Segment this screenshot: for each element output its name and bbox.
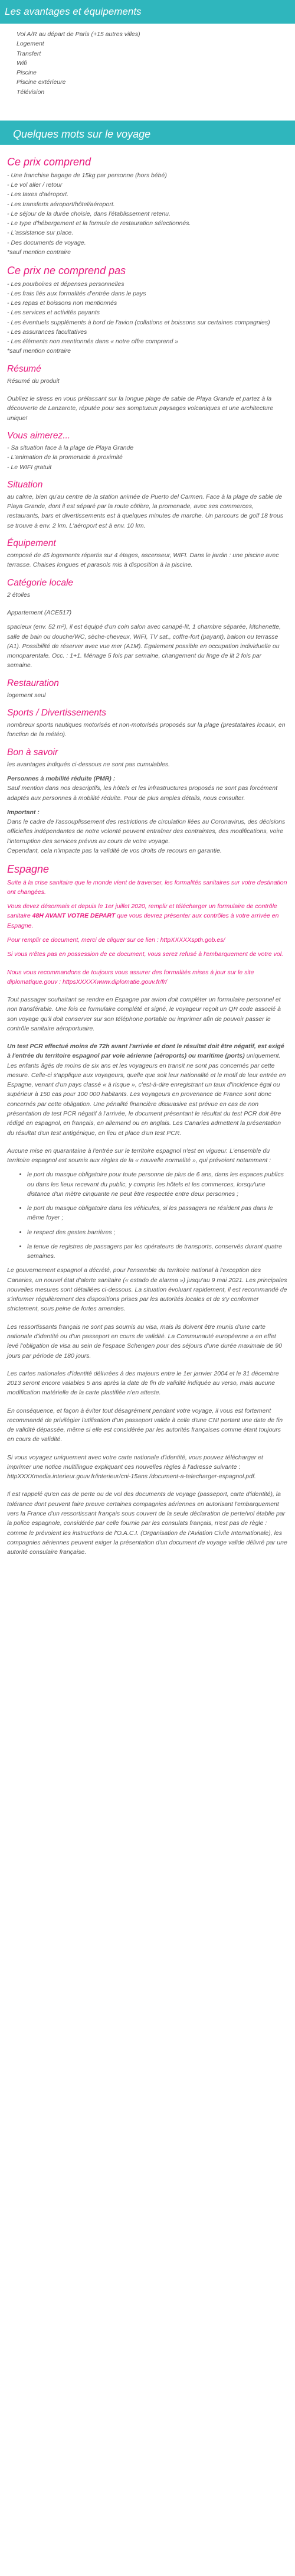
excluded-line: - Les assurances facultatives [7, 328, 87, 336]
important-heading: Important : [7, 808, 40, 816]
summary-title: Résumé [7, 363, 41, 374]
equipment-text: composé de 45 logements répartis sur 4 étages, ascenseur, WIFI. Dans le jardin : une piscine avec terrasse. Chaises longues et parasols mis à disposition à la piscine. [7, 552, 279, 569]
amenity-item: Transfert [17, 50, 41, 57]
included-line: - Les transferts aéroport/hôtel/aéroport. [7, 200, 115, 208]
catering-value: logement seul [7, 691, 46, 699]
about-banner [0, 121, 295, 145]
spain-diplomatie-link[interactable]: Nous vous recommandons de toujours vous assurer des formalités mises à jour sur le site diplomatique.gouv : httpsXXXXXwww.diplomatie.gouv.fr/fr/ [7, 968, 254, 985]
excluded-line: - Les pourboires et dépenses personnelles [7, 280, 124, 288]
spain-form-notice: Vous devez désormais et depuis le 1er juillet 2020, remplir et télécharger un formulaire de contrôle sanitaire 48H AVANT VOTRE DEPART que vous devrez présenter aux contrôles à votre arrivée en Espagne. [7, 903, 279, 929]
excluded-list [7, 279, 288, 356]
spain-title: Espagne [7, 863, 50, 876]
good-to-know-text: les avantages indiqués ci-dessous ne sont pas cumulables. [7, 760, 171, 768]
amenities-list [7, 27, 288, 97]
spain-passenger-form: Tout passager souhaitant se rendre en Espagne par avion doit compléter un formulaire personnel et non transférable. Une fois ce formulaire complété et signé, le voyageur reçoit un QR code associé à son voyage qu'il doit conserver sur son téléphone portable ou imprimer afin de pouvoir passer le contrôle sanitaire aéroportuaire. [7, 996, 281, 1032]
spain-gov-text-6: Il est rappelé qu'en cas de perte ou de vol des documents de voyage (passeport, carte d'identité), la tolérance dont peuvent faire preuve certaines compagnies aériennes en autorisant l'embarquement vers la France d'un ressortissant français sous couvert de la seule déclaration de perte/vol établie par la police espagnole, considérée par celle fournie par les consulats français, n'est pas de règle : comme le prévoient les instructions de l'O.A.C.I. (Organisation de l'Aviation Civile Internationale), les compagnies aériennes peuvent exiger la présentation d'un document de voyage valide délivré par une autorité consulaire française. [7, 1491, 287, 1556]
spain-form-link[interactable]: Pour remplir ce document, merci de cliquer sur ce lien : httpXXXXXspth.gob.es/ [7, 936, 225, 944]
wish-line: - Le WIFI gratuit [7, 463, 52, 471]
category-title: Catégorie locale [7, 577, 74, 588]
reduced-mobility-text: Sauf mention dans nos descriptifs, les hôtels et les infrastructures proposés ne sont pas forcément adaptés aux personnes à mobilité réduite. Pour de plus amples détails, nous consulter. [7, 785, 278, 802]
about-banner-title: Quelques mots sur le voyage [13, 128, 151, 140]
included-line: - Le séjour de la durée choisie, dans l'établissement retenu. [7, 210, 171, 217]
excluded-line: - Les éventuels suppléments à bord de l'avion (collations et boissons sur certaines compagnies) [7, 318, 270, 326]
included-line: - L'assistance sur place. [7, 229, 74, 237]
included-line: - Le vol aller / retour [7, 181, 63, 188]
spain-gov-text-1: Le gouvernement espagnol a décrété, pour l'ensemble du territoire national à l'exception des Canaries, un nouvel état d'alerte sanitaire (« estado de alarma ») jusqu'au 9 mai 2021. Les principales nouvelles mesures sont détaillées ci-dessous. La situation évoluant rapidement, il est recommandé de s'informer régulièrement des dispositions prises par les autorités locales et de s'y conformer strictement, sous peine de fortes amendes. [7, 1267, 287, 1313]
excluded-line: - Les repas et boissons non mentionnés [7, 300, 117, 307]
category-value: 2 étoiles [7, 591, 31, 599]
excluded-line: *sauf mention contraire [7, 347, 71, 355]
included-line: - Des documents de voyage. [7, 239, 86, 246]
situation-text: au calme, bien qu'au centre de la station animée de Puerto del Carmen. Face à la plage de sable de Playa Grande, dont il est séparé par la route côtière, la promenade, avec ses commerces, restaurants, bars et divertissements est à quelques minutes de marche. Un parcours de golf 18 trous se trouve à env. 2 km. L'aéroport est à env. 10 km. [7, 493, 284, 529]
reduced-mobility-heading: Personnes à mobilité réduite (PMR) : [7, 775, 116, 783]
spain-rule-item: • la tenue de registres de passagers par les opérateurs de transports, conservés durant quatre semaines. [27, 1242, 288, 1261]
amenity-item: Logement [17, 40, 44, 48]
apartment-heading: Appartement (ACE517) [7, 609, 72, 617]
included-line: - Les taxes d'aéroport. [7, 191, 69, 199]
important-text-2: Cependant, cela n'impacte pas la validité de vos droits de recours en garantie. [7, 847, 222, 854]
excluded-title: Ce prix ne comprend pas [7, 265, 126, 277]
spain-rules-list [7, 1170, 288, 1261]
important-text: Dans le cadre de l'assouplissement des restrictions de circulation liées au Coronavirus, des décisions officielles indépendantes de notre volonté peuvent entraîner des contraintes, des modifications, voire l'interruption des services prévus au cours de votre voyage. [7, 818, 286, 845]
included-line: - Une franchise bagage de 15kg par personne (hors bébé) [7, 171, 167, 179]
summary-text: Oubliez le stress en vous prélassant sur la longue plage de sable de Playa Grande et partez à la découverte de Lanzarote, réputée pour ses somptueux paysages volcaniques et une architecture unique! [7, 395, 274, 422]
spain-gov-text-2: Les ressortissants français ne sont pas soumis au visa, mais ils doivent être munis d'une carte nationale d'identité ou d'un passeport en cours de validité. La Communauté européenne a en effet levé l'obligation de visa au sein de l'espace Schengen pour des séjours d'une durée maximale de 90 jours par période de 180 jours. [7, 1323, 282, 1359]
spain-gov-text-3: Les cartes nationales d'identité délivrées à des majeurs entre le 1er janvier 2004 et le 31 décembre 2013 seront encore valables 5 ans après la date de fin de validité indiquée au verso, mais aucune modification matérielle de la carte plastifiée n'en atteste. [7, 1370, 279, 1397]
included-line: - Le type d'hébergement et la formule de restauration sélectionnés. [7, 220, 191, 227]
spain-rule-item: • le respect des gestes barrières ; [27, 1228, 288, 1237]
trip-details [0, 145, 295, 1573]
amenities-section [0, 24, 295, 110]
amenity-item: Télévision [17, 88, 45, 96]
sports-text: nombreux sports nautiques motorisés et non-motorisés proposés sur la plage (prestataires locaux, en fonction de la météo). [7, 721, 286, 739]
spain-gov-text-5: Si vous voyagez uniquement avec votre carte nationale d'identité, vous pouvez télécharger et imprimer une notice multilingue expliquant ces nouvelles règles à l'adresse suivante : httpXXXXmedia.interieur.gouv.fr/interieur/cni-15ans /document-a-telecharger-espagnol.pdf. [7, 1453, 263, 1481]
amenity-item: Vol A/R au départ de Paris (+15 autres villes) [17, 31, 140, 38]
included-title: Ce prix comprend [7, 156, 91, 168]
spain-sanitary-notice: Suite à la crise sanitaire que le monde vient de traverser, les formalités sanitaires sur votre destination ont changées. [7, 879, 287, 896]
spain-quarantine-text: Aucune mise en quarantaine à l'entrée sur le territoire espagnol n'est en vigueur. L'ensemble du territoire espagnol est soumis aux règles de la « nouvelle normalité », qui prévoient notamment : [7, 1147, 271, 1165]
wish-line: - Sa situation face à la plage de Playa Grande [7, 444, 134, 451]
excluded-line: - Les services et activités payants [7, 309, 100, 317]
wish-line: - L'animation de la promenade à proximité [7, 454, 123, 461]
amenity-item: Piscine [17, 69, 37, 77]
included-list [7, 171, 288, 257]
amenities-banner: Les avantages et équipements [0, 0, 295, 24]
wish-title: Vous aimerez... [7, 430, 71, 441]
good-to-know-title: Bon à savoir [7, 747, 58, 757]
excluded-line: - Les éléments non mentionnés dans « notre offre comprend » [7, 338, 179, 346]
summary-subtitle: Résumé du produit [7, 377, 60, 385]
wish-list [7, 443, 288, 472]
amenity-item: Piscine extérieure [17, 79, 66, 86]
amenity-item: Wifi [17, 59, 27, 67]
included-line: *sauf mention contraire [7, 248, 71, 256]
equipment-title: Équipement [7, 538, 56, 548]
spain-pcr-text: Un test PCR effectué moins de 72h avant l'arrivée et dont le résultat doit être négatif, est exigé à l'entrée du territoire espagnol par voie aérienne (aéroports) ou maritime (ports) uniquement. Les enfants âgés de moins de six ans et les voyageurs en transit ne sont pas concernés par cette mesure. Celle-ci s'applique aux voyageurs, quelle que soit leur nationalité et le motif de leur entrée en Espagne, venant d'un pays classé « à risque », c'est-à-dire enregistrant un taux d'incidence égal ou supérieur à 150 cas pour 100 000 habitants. Les voyageurs en provenance de France sont donc concernés par cette obligation. Une pénalité financière dissuasive est prévue en cas de non présentation de test PCR négatif à l'arrivée, le document présentant le résultat du test PCR doit être rédigé en espagnol, en français, en allemand ou en anglais. Les Canaries admettent la présentation du résultat d'un test antigénique, en lieu et place d'un test PCR. [7, 1043, 286, 1137]
situation-title: Situation [7, 479, 43, 490]
spain-rule-item: • le port du masque obligatoire dans les véhicules, si les passagers ne résident pas dans le même foyer ; [27, 1204, 288, 1223]
spain-rule-item: • le port du masque obligatoire pour toute personne de plus de 6 ans, dans les espaces publics ou dans les lieux recevant du public, y compris les hôtels et les commerces, lorsqu'une distance d'un mètre cinquante ne peut être respectée entre deux personnes ; [27, 1170, 288, 1199]
spain-gov-text-4: En conséquence, et façon à éviter tout désagrément pendant votre voyage, il vous est fortement recommandé de privilégier l'utilisation d'un passeport valide à celle d'une CNI portant une date de fin de validité dépassée, même si elle est considérée par les autorités françaises comme étant toujours en cours de validité. [7, 1407, 283, 1443]
apartment-text: spacieux (env. 52 m²), il est équipé d'un coin salon avec canapé-lit, 1 chambre séparée, kitchenette, salle de bain ou douche/WC, sèche-cheveux, WIFI, TV sat., coffre-fort (payant), balcon ou terrasse (A1). Possibilité de réserver avec vue mer (A1M). Également possible en occupation individuelle ou monoparentale. Occ. : 1+1. Ménage 5 fois par semaine, changement du linge de lit 2 fois par semaine. [7, 623, 281, 669]
spain-refusal-notice: Si vous n'êtes pas en possession de ce document, vous serez refusé à l'embarquement de votre vol. [7, 951, 284, 958]
excluded-line: - Les frais liés aux formalités d'entrée dans le pays [7, 290, 146, 297]
sports-title: Sports / Divertissements [7, 708, 106, 718]
catering-title: Restauration [7, 678, 59, 688]
